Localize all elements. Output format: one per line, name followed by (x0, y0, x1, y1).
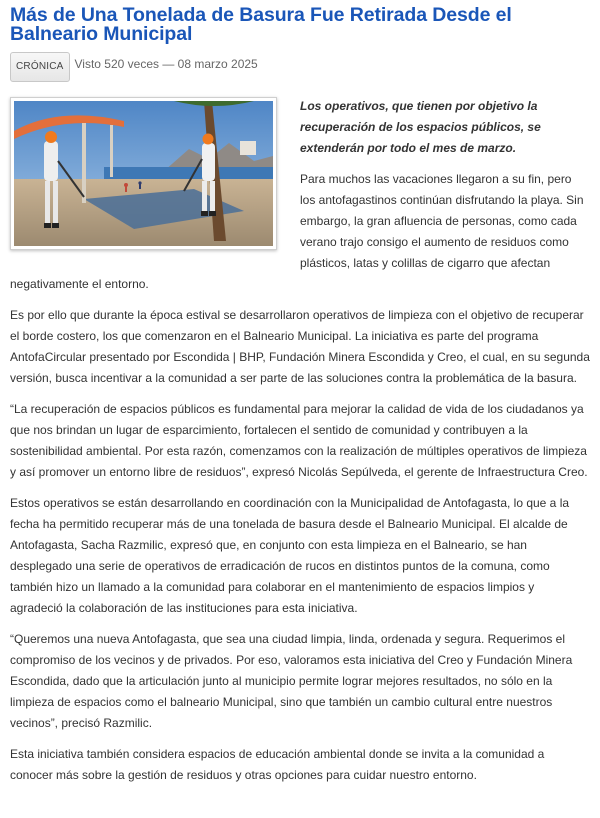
article-paragraph-3: “La recuperación de espacios públicos es fundamental para mejorar la calidad de vida de los ciudadanos ya que nos brindan un lugar de esparcimiento, fortalecen el sentido de comunidad y contribuyen a la sostenibilidad ambiental. Por esta razón, comenzamos con la realización de múltiples operativos de limpieza y así promover un entorno libre de residuos”, expresó Nicolás Sepúlveda, el gerente de Infraestructura Creo. (10, 402, 588, 479)
article-photo (10, 97, 277, 250)
article-lead: Los operativos, que tienen por objetivo la recuperación de los espacios públicos, se extenderán por todo el mes de marzo. (300, 99, 541, 155)
category-badge[interactable]: CRÓNICA (10, 52, 70, 82)
article-paragraph-5: “Queremos una nueva Antofagasta, que sea una ciudad limpia, linda, ordenada y segura. Requerimos el compromiso de los vecinos y de privados. Por eso, valoramos esta iniciativa del Creo y Fundación Minera Escondida, dado que la articulación junto al municipio permite lograr mejores resultados, no sólo en la limpieza de espacios como el balneario Municipal, sino que también un cambio cultural entre nuestros vecinos”, precisó Razmilic. (10, 632, 573, 730)
article-paragraph-4: Estos operativos se están desarrollando en coordinación con la Municipalidad de Antofagasta, lo que a la fecha ha permitido recuperar más de una tonelada de basura desde el Balneario Municipal. El alcalde de Antofagasta, Sacha Razmilic, expresó que, en conjunto con esta limpieza en el Balneario, se han desplegado una serie de operativos de erradicación de rucos en distintos puntos de la comuna, como también hizo un llamado a la comunidad para colaborar en el mantenimiento de espacios limpios y agradeció la colaboración de las instituciones para esta iniciativa. (10, 496, 570, 615)
article-meta (10, 52, 590, 82)
article-paragraph-1: Para muchos las vacaciones llegaron a su fin, pero los antofagastinos continúan disfrutando la playa. Sin embargo, la gran afluencia de personas, como cada verano trajo consigo el aumento de residuos como plásticos, latas y colillas de cigarro que afectan negativamente el entorno. (10, 172, 584, 291)
beach-cleanup-photo (14, 101, 273, 246)
article-title: Más de Una Tonelada de Basura Fue Retirada Desde el Balneario Municipal (10, 4, 512, 45)
article-paragraph-2: Es por ello que durante la época estival se desarrollaron operativos de limpieza con el objetivo de recuperar el borde costero, los que comenzaron en el Balneario Municipal. La iniciativa es parte del programa AntofaCircular presentado por Escondida | BHP, Fundación Minera Escondida y Creo, el cual, en su segunda versión, busca incentivar a la comunidad a ser parte de las soluciones contra la problemática de la basura. (10, 308, 590, 385)
article-paragraph-6: Esta iniciativa también considera espacios de educación ambiental donde se invita a la comunidad a conocer más sobre la gestión de residuos y otras opciones para cuidar nuestro entorno. (10, 747, 545, 782)
views-date-text: Visto 520 veces — 08 marzo 2025 (74, 57, 258, 71)
article-body (10, 96, 590, 786)
